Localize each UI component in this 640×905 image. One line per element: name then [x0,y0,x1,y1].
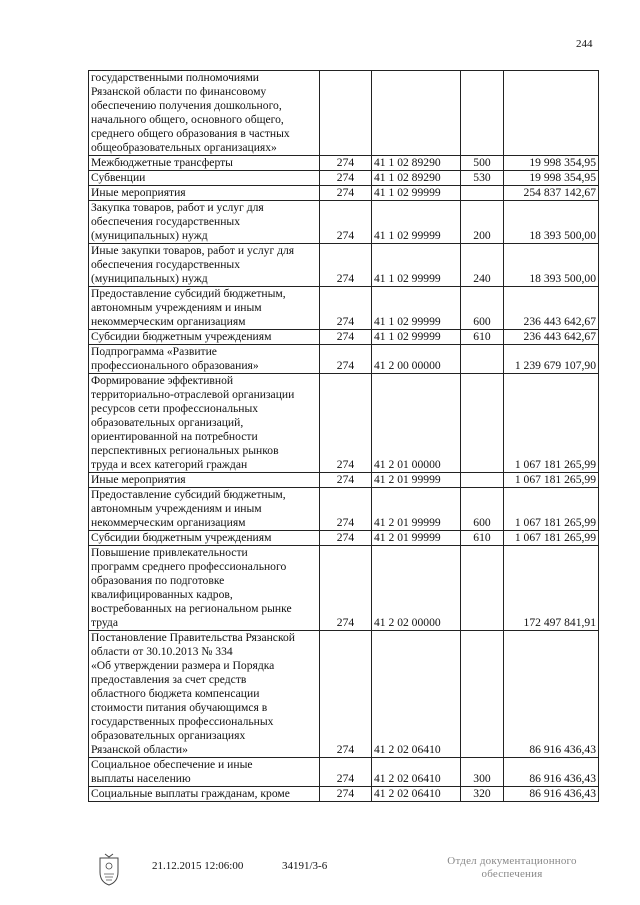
table-row [89,186,599,201]
row-gr-code: 274 [320,546,372,631]
footer-doc-number: 34191/3-6 [282,860,328,872]
row-vr-code: 240 [461,244,504,287]
table-row [89,787,599,802]
row-name: Подпрограмма «Развитие профессионального образования» [89,345,320,374]
row-gr-code: 274 [320,787,372,802]
row-vr-code [461,345,504,374]
table-row [89,758,599,787]
table-row [89,244,599,287]
row-csr-code: 41 1 02 99999 [372,201,461,244]
row-amount: 86 916 436,43 [504,787,599,802]
row-name: Субсидии бюджетным учреждениям [89,330,320,345]
table-row [89,287,599,330]
row-csr-code: 41 2 02 06410 [372,787,461,802]
row-amount: 86 916 436,43 [504,631,599,758]
row-vr-code: 600 [461,488,504,531]
row-csr-code: 41 2 01 99999 [372,473,461,488]
row-name: Социальные выплаты гражданам, кроме [89,787,320,802]
row-gr-code: 274 [320,330,372,345]
row-name: Формирование эффективной территориально-отраслевой организации ресурсов сети профессиональных образовательных организаций, ориентированной на потребности перспективных региональных рынков труда и всех категорий граждан [89,374,320,473]
row-amount: 1 067 181 265,99 [504,531,599,546]
row-name: Иные мероприятия [89,186,320,201]
table-row [89,201,599,244]
row-vr-code: 610 [461,330,504,345]
budget-table [88,70,599,802]
row-amount: 19 998 354,95 [504,156,599,171]
table-row [89,171,599,186]
page-number: 244 [576,38,593,50]
row-name: Предоставление субсидий бюджетным, автономным учреждениям и иным некоммерческим организациям [89,488,320,531]
row-vr-code: 320 [461,787,504,802]
row-csr-code: 41 2 02 06410 [372,758,461,787]
row-vr-code [461,71,504,156]
row-name: Иные мероприятия [89,473,320,488]
row-csr-code: 41 1 02 99999 [372,244,461,287]
row-gr-code: 274 [320,473,372,488]
row-name: Социальное обеспечение и иные выплаты населению [89,758,320,787]
table-row [89,631,599,758]
row-gr-code: 274 [320,488,372,531]
row-vr-code [461,186,504,201]
coat-of-arms-icon [96,852,122,886]
row-gr-code: 274 [320,287,372,330]
row-csr-code: 41 1 02 89290 [372,156,461,171]
row-gr-code: 274 [320,244,372,287]
row-name: Субсидии бюджетным учреждениям [89,531,320,546]
row-amount: 86 916 436,43 [504,758,599,787]
footer-datetime: 21.12.2015 12:06:00 [152,860,244,872]
row-amount: 236 443 642,67 [504,287,599,330]
row-amount: 1 067 181 265,99 [504,488,599,531]
row-name: государственными полномочиями Рязанской области по финансовому обеспечению получения дошкольного, начального общего, основного общего, среднего общего образования в частных общеобразовательных организациях» [89,71,320,156]
row-vr-code: 530 [461,171,504,186]
row-csr-code: 41 2 02 00000 [372,546,461,631]
row-amount: 172 497 841,91 [504,546,599,631]
table-row [89,156,599,171]
row-vr-code [461,546,504,631]
row-amount: 254 837 142,67 [504,186,599,201]
row-gr-code: 274 [320,171,372,186]
row-vr-code: 200 [461,201,504,244]
row-gr-code: 274 [320,374,372,473]
row-csr-code: 41 2 01 99999 [372,488,461,531]
row-csr-code: 41 1 02 99999 [372,186,461,201]
table-row [89,473,599,488]
row-vr-code [461,631,504,758]
row-vr-code [461,473,504,488]
row-amount: 19 998 354,95 [504,171,599,186]
row-name: Постановление Правительства Рязанской области от 30.10.2013 № 334 «Об утверждении размера и Порядка предоставления за счет средств областного бюджета компенсации стоимости питания обучающимся в государственных профессиональных образовательных организациях Рязанской области» [89,631,320,758]
row-name: Иные закупки товаров, работ и услуг для обеспечения государственных (муниципальных) нужд [89,244,320,287]
row-gr-code: 274 [320,758,372,787]
table-row [89,71,599,156]
department-stamp: Отдел документационного обеспечения [447,855,577,880]
row-csr-code: 41 1 02 99999 [372,287,461,330]
row-gr-code: 274 [320,345,372,374]
row-csr-code: 41 1 02 99999 [372,330,461,345]
table-row [89,345,599,374]
row-vr-code [461,374,504,473]
row-amount [504,71,599,156]
row-vr-code: 600 [461,287,504,330]
row-gr-code: 274 [320,531,372,546]
row-gr-code: 274 [320,201,372,244]
row-name: Предоставление субсидий бюджетным, автономным учреждениям и иным некоммерческим организациям [89,287,320,330]
row-amount: 236 443 642,67 [504,330,599,345]
row-csr-code: 41 2 01 00000 [372,374,461,473]
row-gr-code: 274 [320,631,372,758]
table-row [89,374,599,473]
row-csr-code: 41 1 02 89290 [372,171,461,186]
row-gr-code: 274 [320,156,372,171]
row-name: Закупка товаров, работ и услуг для обеспечения государственных (муниципальных) нужд [89,201,320,244]
row-gr-code: 274 [320,186,372,201]
row-amount: 18 393 500,00 [504,201,599,244]
row-amount: 18 393 500,00 [504,244,599,287]
row-csr-code: 41 2 00 00000 [372,345,461,374]
row-vr-code: 500 [461,156,504,171]
row-csr-code: 41 2 02 06410 [372,631,461,758]
row-amount: 1 067 181 265,99 [504,374,599,473]
row-gr-code [320,71,372,156]
row-csr-code [372,71,461,156]
table-row [89,330,599,345]
row-name: Субвенции [89,171,320,186]
row-vr-code: 300 [461,758,504,787]
budget-table-body [89,71,599,802]
table-row [89,488,599,531]
table-row [89,531,599,546]
table-row [89,546,599,631]
row-vr-code: 610 [461,531,504,546]
row-name: Повышение привлекательности программ среднего профессионального образования по подготовке квалифицированных кадров, востребованных на региональном рынке труда [89,546,320,631]
row-name: Межбюджетные трансферты [89,156,320,171]
row-csr-code: 41 2 01 99999 [372,531,461,546]
row-amount: 1 239 679 107,90 [504,345,599,374]
row-amount: 1 067 181 265,99 [504,473,599,488]
